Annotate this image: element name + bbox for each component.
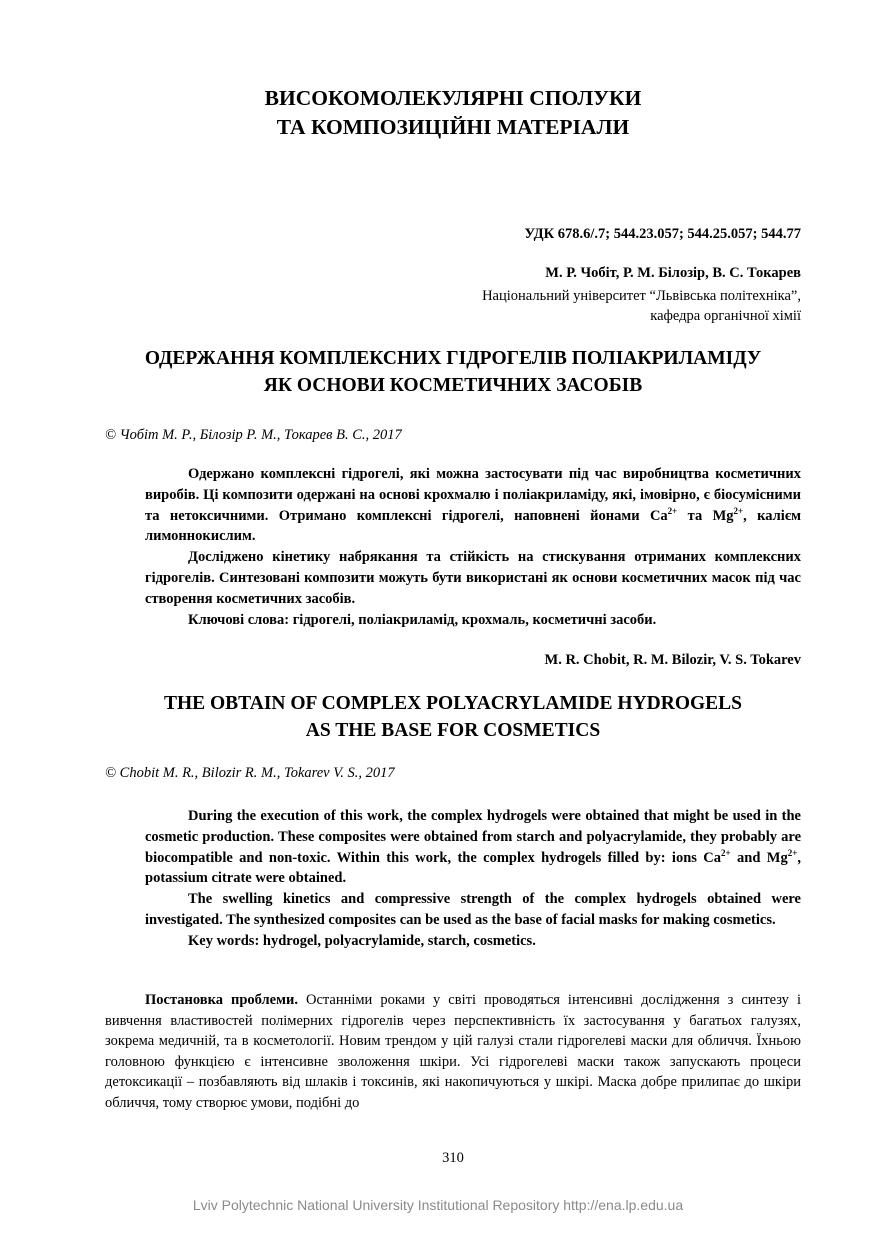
body-text — [105, 990, 801, 1114]
udc-code: УДК 678.6/.7; 544.23.057; 544.25.057; 544.77 — [524, 226, 801, 242]
authors-ukrainian: М. Р. Чобіт, Р. М. Білозір, В. С. Токарев — [545, 265, 801, 281]
affiliation-line2: кафедра органічної хімії — [650, 308, 801, 324]
section-heading — [0, 84, 876, 142]
abstract-ua-text-a: Одержано комплексні гідрогелі, які можна застосувати під час виробництва косметичних виробів. Ці композити одержані на основі крохмалю і поліакриламіду, які, імовірно, є біосумісними та нетоксичними. Отримано комплексні гідрогелі, наповнені йонами Са — [145, 466, 801, 524]
abstract-ua-text-b: та Mg — [677, 507, 734, 524]
abstract-ukrainian — [145, 464, 801, 630]
page-number: 310 — [442, 1150, 464, 1166]
section-heading-line2: ТА КОМПОЗИЦІЙНІ МАТЕРІАЛИ — [276, 115, 630, 139]
abstract-ua-paragraph1 — [145, 464, 801, 547]
body-paragraph — [105, 990, 801, 1114]
abstract-en-text-b: and Mg — [730, 849, 788, 866]
abstract-english — [145, 806, 801, 952]
superscript: 2+ — [733, 505, 744, 516]
authors-english: M. R. Chobit, R. M. Bilozir, V. S. Tokarev — [544, 652, 801, 668]
abstract-en-text-c: , potassium citrate were obtained. — [145, 849, 801, 887]
paper-title-ua-line2: ЯК ОСНОВИ КОСМЕТИЧНИХ ЗАСОБІВ — [263, 375, 643, 396]
affiliation-line1: Національний університет “Львівська політехніка”, — [482, 288, 801, 304]
section-lead: Постановка проблеми. — [145, 992, 298, 1008]
superscript: 2+ — [667, 505, 678, 516]
paper-title-ukrainian — [0, 345, 876, 399]
superscript: 2+ — [721, 847, 731, 858]
section-heading-line1: ВИСОКОМОЛЕКУЛЯРНІ СПОЛУКИ — [264, 86, 642, 110]
paper-title-english — [0, 690, 876, 744]
abstract-en-paragraph1 — [145, 806, 801, 889]
paper-title-en-line1: THE OBTAIN OF COMPLEX POLYACRYLAMIDE HYDROGELS — [163, 693, 743, 714]
keywords-english: Key words: hydrogel, polyacrylamide, starch, cosmetics. — [188, 932, 536, 949]
affiliation — [482, 286, 801, 326]
body-paragraph-text: Останніми роками у світі проводяться інтенсивні дослідження з синтезу і вивчення властивостей полімерних гідрогелів через перспективність їх застосування у багатьох галузях, зокрема медичній, та в косметології. Новим трендом у цій галузі стали гідрогелеві маски для обличчя. Їхньою головною функцією є інтенсивне зволоження шкіри. Усі гідрогелеві маски також запускають процеси детоксикації – позбавляють від шлаків і токсинів, які накопичуються у шкірі. Маска добре прилипає до шкіри обличчя, тому створює умови, подібні до — [105, 992, 801, 1111]
repository-footer: Lviv Polytechnic National University Institutional Repository http://ena.lp.edu.ua — [192, 1197, 684, 1213]
abstract-ua-text-c: , калієм лимоннокислим. — [145, 507, 801, 545]
abstract-en-text-a: During the execution of this work, the complex hydrogels were obtained that might be used in the cosmetic production. These composites were obtained from starch and polyacrylamide, they probably are biocompatible and non-toxic. Within this work, the complex hydrogels filled by: ions Ca — [145, 808, 801, 866]
abstract-en-paragraph2: The swelling kinetics and compressive strength of the complex hydrogels obtained were investigated. The synthesized composites can be used as the base of facial masks for making cosmetics. — [145, 891, 801, 928]
superscript: 2+ — [787, 847, 798, 858]
copyright-ukrainian: © Чобіт М. Р., Білозір Р. М., Токарев В. С., 2017 — [105, 427, 402, 443]
paper-title-ua-line1: ОДЕРЖАННЯ КОМПЛЕКСНИХ ГІДРОГЕЛІВ ПОЛІАКРИЛАМІДУ — [144, 348, 762, 369]
paper-title-en-line2: AS THE BASE FOR COSMETICS — [305, 720, 601, 741]
copyright-english: © Chobit M. R., Bilozir R. M., Tokarev V. S., 2017 — [105, 765, 395, 781]
abstract-ua-paragraph2: Досліджено кінетику набрякання та стійкість на стискування отриманих комплексних гідрогелів. Синтезовані композити можуть бути використані як основи косметичних масок під час створення косметичних засобів. — [145, 549, 801, 607]
keywords-ukrainian: Ключові слова: гідрогелі, поліакриламід, крохмаль, косметичні засоби. — [188, 611, 657, 628]
